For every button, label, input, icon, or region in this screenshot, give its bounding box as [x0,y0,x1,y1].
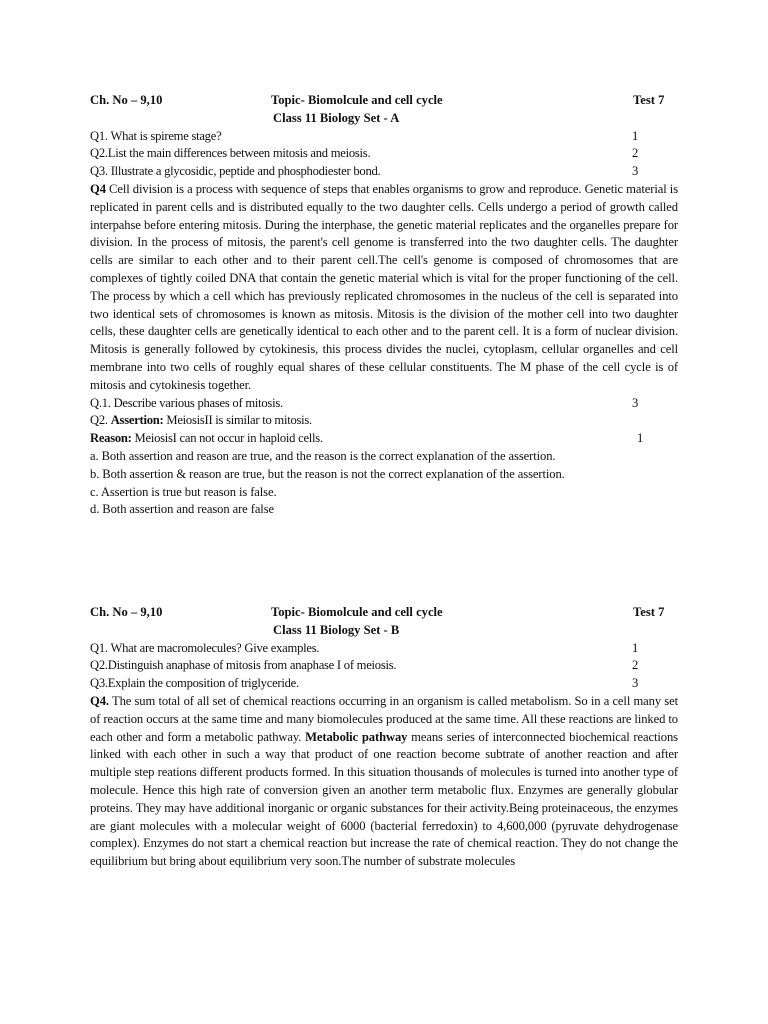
question-text: Q1. What is spireme stage? [90,128,222,143]
set-a-class-line [90,110,678,128]
class-set-title: Class 11 Biology Set - B [273,622,400,637]
q4-passage-text: The sum total of all set of chemical reactions occurring in an organism is called metabolism. So in a cell many set of reaction occurs at the same time and many biomolecules produced at the same time. All these reactions are linked to each other and form a metabolic pathway. [90,693,678,744]
set-b-header [90,604,678,622]
test-number: Test 7 [633,605,665,619]
answer-option: b. Both assertion & reason are true, but the reason is not the correct explanation of the assertion. [90,466,565,481]
assertion-prefix: Q2. [90,413,111,428]
set-a-section [90,92,678,519]
q4-label: Q4 [90,181,106,196]
question-row [90,640,678,658]
question-text: Q2.List the main differences between mitosis and meiosis. [90,146,371,161]
answer-option: d. Both assertion and reason are false [90,502,274,517]
set-b-section [90,604,678,871]
sub-question-text: Q.1. Describe various phases of mitosis. [90,395,283,410]
question-marks: 1 [632,640,639,655]
question-row [90,128,678,146]
question-text: Q3.Explain the composition of triglyceride. [90,676,299,691]
set-a-header [90,92,678,110]
question-text: Q2.Distinguish anaphase of mitosis from anaphase I of meiosis. [90,658,397,673]
question-row [90,163,678,181]
reason-text: MeiosisI can not occur in haploid cells. [131,431,323,446]
question-marks: 3 [632,395,639,410]
reason-label: Reason: [90,431,132,446]
question-marks: 1 [632,128,639,143]
answer-option: a. Both assertion and reason are true, and the reason is the correct explanation of the assertion. [90,448,556,463]
chapter-number: Ch. No – 9,10 [90,605,163,619]
test-number: Test 7 [633,93,665,107]
reason-row [90,430,678,448]
q4-passage [90,693,678,871]
q4-passage-text: Cell division is a process with sequence of steps that enables organisms to grow and reproduce. Genetic material is replicated in parent cells and is distributed equally to the two daughter cells. Cells undergo a period of growth called interpahse before entering mitosis. During the interphase, the genetic material replicates and the organelles prepare for division. In the process of mitosis, the parent's cell genome is transferred into the two daughter cells. The daughter cells are similar to each other and to their parent cell.The cell's genome is composed of chromosomes that are complexes of tightly coiled DNA that contain the genetic material which is vital for the proper functioning of the cell. The process by which a cell which has previously replicated chromosomes in the nucleus of the cell is separated into two identical sets of chromosomes is known as mitosis. Mitosis is the division of the mother cell into two daughter cells, these daughter cells are genetically identical to each other and to the parent cell. It is a form of nuclear division. Mitosis is generally followed by cytokinesis, this process divides the nuclei, cytoplasm, cellular organelles and cell membrane into two cells of roughly equal shares of these cellular constituents. The M phase of the cell cycle is of mitosis and cytokinesis together. [90,181,678,392]
question-marks: 3 [632,164,639,179]
assertion-label: Assertion: [110,413,164,428]
question-text: Q3. Illustrate a glycosidic, peptide and phosphodiester bond. [90,164,381,179]
chapter-number: Ch. No – 9,10 [90,93,163,107]
q4-passage [90,181,678,395]
bold-term: Metabolic pathway [305,729,408,744]
answer-option: c. Assertion is true but reason is false. [90,484,277,499]
topic-title: Topic- Biomolcule and cell cycle [271,93,443,107]
class-set-title: Class 11 Biology Set - A [273,110,400,125]
question-row [90,145,678,163]
q4-label: Q4. [90,693,109,708]
assertion-row [90,412,678,430]
question-marks: 3 [632,676,639,691]
sub-question-row [90,395,678,413]
question-marks: 1 [637,431,644,446]
question-row [90,657,678,675]
question-text: Q1. What are macromolecules? Give examples. [90,640,320,655]
assertion-text: MeiosisII is similar to mitosis. [163,413,312,428]
topic-title: Topic- Biomolcule and cell cycle [271,605,443,619]
question-marks: 2 [632,658,639,673]
question-marks: 2 [632,146,639,161]
set-b-class-line [90,622,678,640]
question-row [90,675,678,693]
q4-passage-text: means series of interconnected biochemical reactions linked with each other in such a way that product of one reaction become subtrate of another reaction and after multiple step reations different products formed. In this situation thousands of molecules is turned into another type of molecule. Hence this high rate of conversion given an another term metabolic flux. Enzymes are generally globular proteins. They may have additional inorganic or organic substances for their activity.Being proteinaceous, the enzymes are giant molecules with a molecular weight of 6000 (bacterial ferredoxin) to 4,600,000 (pyruvate dehydrogenase complex). Enzymes do not start a chemical reaction but increase the rate of chemical reaction. They do not change the equilibrium but bring about equilibrium very soon.The number of substrate molecules [90,729,678,869]
